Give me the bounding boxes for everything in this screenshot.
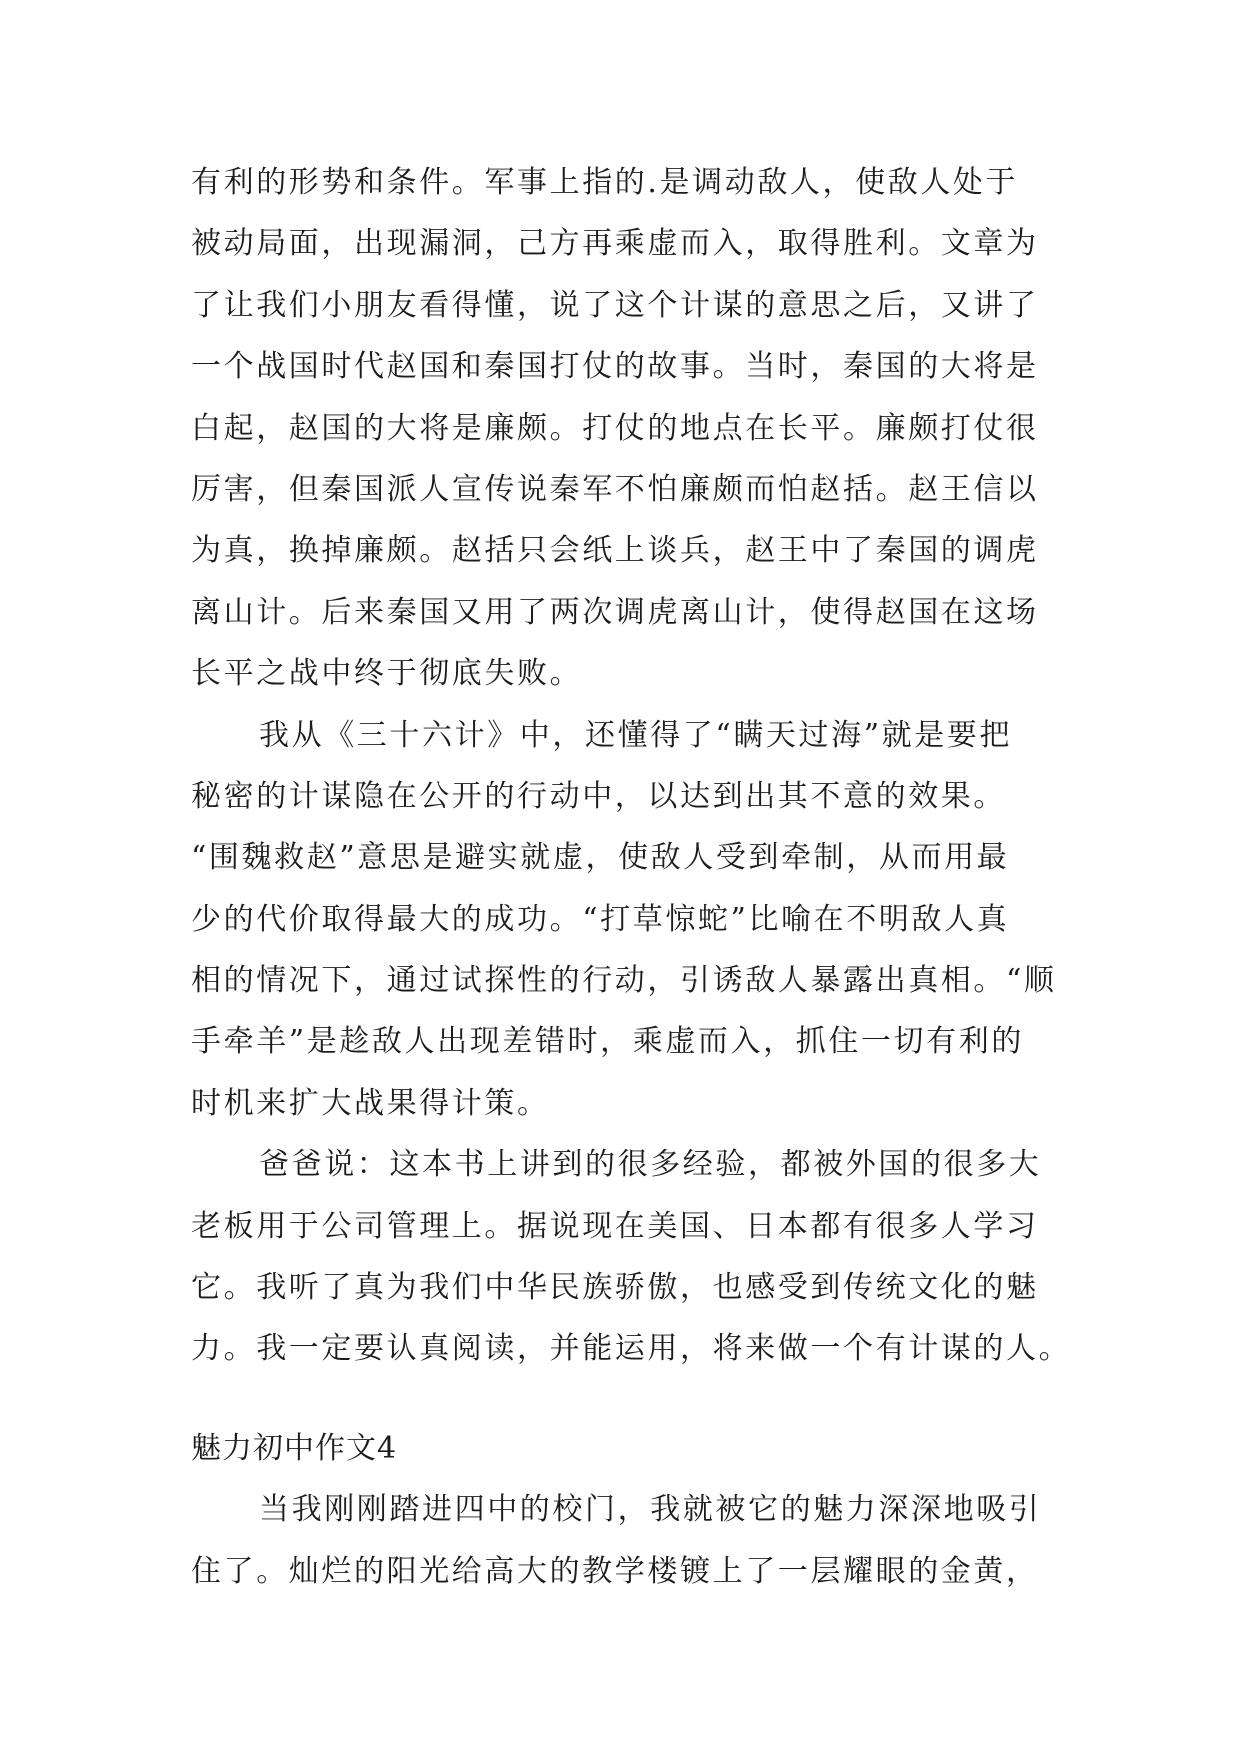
text-line: 我从《三十六计》中，还懂得了“瞒天过海”就是要把 — [259, 717, 1013, 753]
text-line: “围魏救赵”意思是避实就虚，使敌人受到牵制，从而用最 — [191, 840, 1010, 876]
text-line: 相的情况下，通过试探性的行动，引诱敌人暴露出真相。“顺 — [191, 963, 1057, 999]
text-line: 了让我们小朋友看得懂，说了这个计谋的意思之后，又讲了 — [191, 287, 1039, 323]
text-line: 有利的形势和条件。军事上指的.是调动敌人，使敌人处于 — [191, 165, 1019, 200]
text-line: 力。我一定要认真阅读，并能运用，将来做一个有计谋的人。 — [191, 1331, 1072, 1367]
text-line: 当我刚刚踏进四中的校门，我就被它的魅力深深地吸引 — [259, 1492, 1042, 1528]
paragraph — [191, 1479, 1061, 1602]
text-line: 为真，换掉廉颇。赵括只会纸上谈兵，赵王中了秦国的调虎 — [191, 533, 1039, 569]
text-line: 秘密的计谋隐在公开的行动中，以达到出其不意的效果。 — [191, 778, 1006, 814]
text-line: 厉害，但秦国派人宣传说秦军不怕廉颇而怕赵括。赵王信以 — [191, 471, 1039, 507]
text-line: 它。我听了真为我们中华民族骄傲，也感受到传统文化的魅 — [191, 1270, 1039, 1306]
text-line: 离山计。后来秦国又用了两次调虎离山计，使得赵国在这场 — [191, 594, 1039, 630]
paragraph — [191, 152, 1061, 705]
text-line: 长平之战中终于彻底失败。 — [191, 656, 583, 692]
text-line: 少的代价取得最大的成功。“打草惊蛇”比喻在不明敌人真 — [191, 901, 1010, 937]
text-line: 手牵羊”是趁敌人出现差错时，乘虚而入，抓住一切有利的 — [191, 1024, 1024, 1060]
text-line: 住了。灿烂的阳光给高大的教学楼镀上了一层耀眼的金黄， — [191, 1553, 1039, 1589]
text-line: 时机来扩大战果得计策。 — [191, 1085, 550, 1121]
text-line: 老板用于公司管理上。据说现在美国、日本都有很多人学习 — [191, 1208, 1039, 1244]
section-heading: 魅力初中作文4 — [191, 1430, 398, 1466]
text-line: 被动局面，出现漏洞，己方再乘虚而入，取得胜利。文章为 — [191, 226, 1039, 262]
paragraph — [191, 705, 1061, 1135]
paragraph — [191, 1134, 1072, 1380]
text-line: 爸爸说：这本书上讲到的很多经验，都被外国的很多大 — [259, 1147, 1042, 1183]
text-line: 一个战国时代赵国和秦国打仗的故事。当时，秦国的大将是 — [191, 349, 1039, 385]
text-line: 白起，赵国的大将是廉颇。打仗的地点在长平。廉颇打仗很 — [191, 410, 1039, 446]
article-body — [191, 152, 1072, 1602]
